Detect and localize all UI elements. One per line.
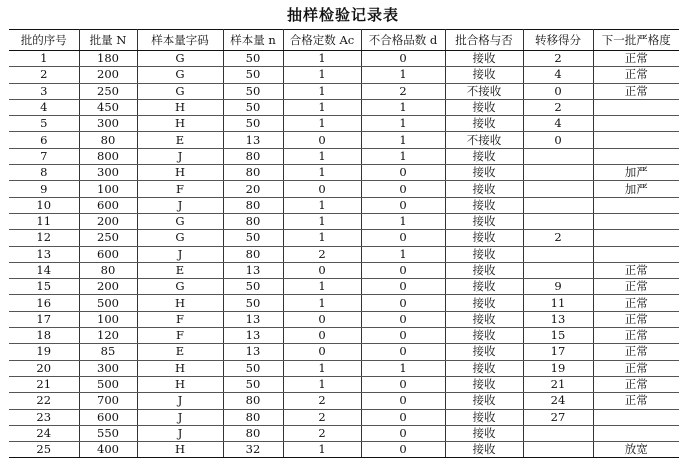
cell-sample-size: 50 xyxy=(223,360,283,376)
sampling-inspection-table xyxy=(9,29,679,458)
cell-sample-size: 13 xyxy=(223,328,283,344)
cell-acceptance-number: 1 xyxy=(283,197,361,213)
cell-lot-acceptance: 接收 xyxy=(445,344,523,360)
cell-next-severity: 放宽 xyxy=(593,442,679,458)
cell-defective-count: 1 xyxy=(361,99,445,115)
cell-sample-size: 80 xyxy=(223,393,283,409)
cell-lot-size: 300 xyxy=(79,165,137,181)
cell-sample-size-code: J xyxy=(137,425,223,441)
cell-lot-size: 600 xyxy=(79,246,137,262)
cell-lot-acceptance: 接收 xyxy=(445,165,523,181)
header-sample-size-code: 样本量字码 xyxy=(137,30,223,51)
cell-switching-score: 11 xyxy=(523,295,593,311)
cell-sample-size: 80 xyxy=(223,246,283,262)
cell-next-severity xyxy=(593,425,679,441)
cell-switching-score: 13 xyxy=(523,311,593,327)
cell-lot-acceptance: 接收 xyxy=(445,311,523,327)
cell-lot-size: 200 xyxy=(79,279,137,295)
cell-lot-size: 600 xyxy=(79,197,137,213)
cell-lot-size: 300 xyxy=(79,116,137,132)
cell-defective-count: 0 xyxy=(361,279,445,295)
table-row xyxy=(9,409,679,425)
cell-defective-count: 0 xyxy=(361,165,445,181)
cell-lot-number: 17 xyxy=(9,311,79,327)
cell-sample-size: 80 xyxy=(223,197,283,213)
cell-lot-size: 85 xyxy=(79,344,137,360)
cell-sample-size-code: G xyxy=(137,230,223,246)
table-row xyxy=(9,360,679,376)
cell-lot-number: 8 xyxy=(9,165,79,181)
cell-defective-count: 2 xyxy=(361,83,445,99)
cell-sample-size: 13 xyxy=(223,311,283,327)
cell-lot-number: 15 xyxy=(9,279,79,295)
cell-acceptance-number: 1 xyxy=(283,148,361,164)
cell-next-severity: 正常 xyxy=(593,328,679,344)
header-sample-size: 样本量 n xyxy=(223,30,283,51)
cell-sample-size-code: F xyxy=(137,311,223,327)
header-row xyxy=(9,30,679,51)
cell-sample-size-code: F xyxy=(137,181,223,197)
cell-defective-count: 1 xyxy=(361,360,445,376)
cell-lot-acceptance: 接收 xyxy=(445,99,523,115)
cell-lot-number: 2 xyxy=(9,67,79,83)
cell-lot-size: 500 xyxy=(79,376,137,392)
cell-lot-acceptance: 接收 xyxy=(445,279,523,295)
cell-sample-size: 13 xyxy=(223,262,283,278)
cell-defective-count: 1 xyxy=(361,132,445,148)
cell-sample-size: 13 xyxy=(223,132,283,148)
cell-switching-score: 2 xyxy=(523,230,593,246)
cell-sample-size-code: G xyxy=(137,213,223,229)
cell-lot-size: 700 xyxy=(79,393,137,409)
cell-lot-acceptance: 接收 xyxy=(445,262,523,278)
cell-lot-number: 5 xyxy=(9,116,79,132)
cell-next-severity xyxy=(593,99,679,115)
cell-acceptance-number: 2 xyxy=(283,393,361,409)
cell-sample-size-code: G xyxy=(137,51,223,67)
cell-sample-size-code: E xyxy=(137,262,223,278)
cell-switching-score: 27 xyxy=(523,409,593,425)
cell-lot-number: 23 xyxy=(9,409,79,425)
cell-lot-size: 80 xyxy=(79,132,137,148)
cell-acceptance-number: 1 xyxy=(283,442,361,458)
cell-defective-count: 0 xyxy=(361,328,445,344)
cell-switching-score: 9 xyxy=(523,279,593,295)
cell-lot-acceptance: 接收 xyxy=(445,213,523,229)
cell-defective-count: 0 xyxy=(361,376,445,392)
cell-switching-score xyxy=(523,442,593,458)
cell-sample-size: 80 xyxy=(223,425,283,441)
table-row xyxy=(9,262,679,278)
cell-lot-size: 500 xyxy=(79,295,137,311)
cell-lot-acceptance: 接收 xyxy=(445,425,523,441)
cell-lot-acceptance: 接收 xyxy=(445,148,523,164)
cell-defective-count: 0 xyxy=(361,344,445,360)
cell-sample-size-code: J xyxy=(137,197,223,213)
cell-lot-number: 7 xyxy=(9,148,79,164)
cell-acceptance-number: 1 xyxy=(283,376,361,392)
table-row xyxy=(9,148,679,164)
cell-switching-score: 21 xyxy=(523,376,593,392)
cell-lot-number: 24 xyxy=(9,425,79,441)
cell-sample-size-code: F xyxy=(137,328,223,344)
cell-lot-size: 800 xyxy=(79,148,137,164)
cell-acceptance-number: 1 xyxy=(283,165,361,181)
cell-next-severity xyxy=(593,116,679,132)
cell-next-severity: 正常 xyxy=(593,376,679,392)
table-row xyxy=(9,246,679,262)
cell-lot-acceptance: 接收 xyxy=(445,67,523,83)
cell-sample-size: 80 xyxy=(223,409,283,425)
cell-defective-count: 1 xyxy=(361,67,445,83)
cell-switching-score: 24 xyxy=(523,393,593,409)
cell-sample-size: 80 xyxy=(223,165,283,181)
cell-switching-score: 2 xyxy=(523,51,593,67)
cell-lot-size: 600 xyxy=(79,409,137,425)
cell-lot-number: 14 xyxy=(9,262,79,278)
cell-next-severity xyxy=(593,132,679,148)
cell-lot-number: 4 xyxy=(9,99,79,115)
cell-next-severity xyxy=(593,230,679,246)
cell-switching-score xyxy=(523,165,593,181)
cell-lot-size: 550 xyxy=(79,425,137,441)
cell-sample-size-code: H xyxy=(137,376,223,392)
table-row xyxy=(9,328,679,344)
table-row xyxy=(9,393,679,409)
cell-lot-number: 10 xyxy=(9,197,79,213)
cell-sample-size-code: J xyxy=(137,246,223,262)
cell-acceptance-number: 0 xyxy=(283,328,361,344)
cell-sample-size-code: H xyxy=(137,165,223,181)
cell-defective-count: 0 xyxy=(361,409,445,425)
cell-sample-size: 32 xyxy=(223,442,283,458)
cell-lot-number: 21 xyxy=(9,376,79,392)
cell-lot-number: 9 xyxy=(9,181,79,197)
cell-lot-acceptance: 接收 xyxy=(445,409,523,425)
table-row xyxy=(9,376,679,392)
cell-lot-size: 250 xyxy=(79,83,137,99)
cell-sample-size-code: H xyxy=(137,295,223,311)
table-row xyxy=(9,442,679,458)
cell-acceptance-number: 0 xyxy=(283,262,361,278)
cell-lot-size: 200 xyxy=(79,213,137,229)
cell-sample-size: 50 xyxy=(223,295,283,311)
cell-switching-score xyxy=(523,246,593,262)
table-row xyxy=(9,279,679,295)
cell-switching-score: 0 xyxy=(523,132,593,148)
cell-sample-size-code: H xyxy=(137,360,223,376)
cell-sample-size-code: E xyxy=(137,132,223,148)
table-row xyxy=(9,197,679,213)
cell-lot-number: 12 xyxy=(9,230,79,246)
cell-defective-count: 1 xyxy=(361,148,445,164)
cell-lot-acceptance: 接收 xyxy=(445,376,523,392)
cell-acceptance-number: 0 xyxy=(283,181,361,197)
cell-lot-size: 80 xyxy=(79,262,137,278)
header-lot-number: 批的序号 xyxy=(9,30,79,51)
cell-switching-score: 4 xyxy=(523,67,593,83)
cell-acceptance-number: 1 xyxy=(283,83,361,99)
header-acceptance-number: 合格定数 Ac xyxy=(283,30,361,51)
cell-switching-score xyxy=(523,181,593,197)
cell-sample-size: 80 xyxy=(223,213,283,229)
cell-lot-number: 25 xyxy=(9,442,79,458)
cell-acceptance-number: 1 xyxy=(283,99,361,115)
table-row xyxy=(9,51,679,67)
cell-next-severity: 正常 xyxy=(593,51,679,67)
header-lot-acceptance: 批合格与否 xyxy=(445,30,523,51)
table-row xyxy=(9,344,679,360)
cell-acceptance-number: 1 xyxy=(283,295,361,311)
cell-defective-count: 0 xyxy=(361,51,445,67)
cell-lot-acceptance: 接收 xyxy=(445,181,523,197)
cell-lot-number: 18 xyxy=(9,328,79,344)
cell-acceptance-number: 2 xyxy=(283,409,361,425)
cell-acceptance-number: 2 xyxy=(283,246,361,262)
cell-lot-size: 450 xyxy=(79,99,137,115)
cell-switching-score xyxy=(523,425,593,441)
cell-switching-score: 17 xyxy=(523,344,593,360)
cell-lot-size: 250 xyxy=(79,230,137,246)
cell-next-severity: 正常 xyxy=(593,262,679,278)
cell-defective-count: 1 xyxy=(361,116,445,132)
cell-sample-size: 50 xyxy=(223,99,283,115)
cell-acceptance-number: 1 xyxy=(283,279,361,295)
cell-lot-number: 19 xyxy=(9,344,79,360)
cell-lot-size: 100 xyxy=(79,311,137,327)
table-row xyxy=(9,311,679,327)
cell-lot-number: 22 xyxy=(9,393,79,409)
table-row xyxy=(9,425,679,441)
cell-next-severity: 正常 xyxy=(593,295,679,311)
cell-lot-acceptance: 接收 xyxy=(445,393,523,409)
table-row xyxy=(9,295,679,311)
cell-lot-number: 1 xyxy=(9,51,79,67)
cell-acceptance-number: 2 xyxy=(283,425,361,441)
cell-acceptance-number: 1 xyxy=(283,213,361,229)
cell-switching-score xyxy=(523,197,593,213)
cell-next-severity: 加严 xyxy=(593,165,679,181)
cell-lot-acceptance: 接收 xyxy=(445,442,523,458)
table-row xyxy=(9,213,679,229)
cell-acceptance-number: 0 xyxy=(283,132,361,148)
cell-acceptance-number: 1 xyxy=(283,360,361,376)
cell-lot-number: 13 xyxy=(9,246,79,262)
cell-next-severity: 正常 xyxy=(593,67,679,83)
cell-lot-acceptance: 不接收 xyxy=(445,83,523,99)
cell-lot-size: 100 xyxy=(79,181,137,197)
cell-lot-size: 400 xyxy=(79,442,137,458)
cell-defective-count: 0 xyxy=(361,230,445,246)
cell-defective-count: 0 xyxy=(361,425,445,441)
table-title: 抽样检验记录表 xyxy=(286,6,399,24)
cell-lot-number: 6 xyxy=(9,132,79,148)
cell-next-severity xyxy=(593,409,679,425)
cell-defective-count: 1 xyxy=(361,213,445,229)
cell-sample-size-code: J xyxy=(137,393,223,409)
cell-lot-size: 120 xyxy=(79,328,137,344)
cell-next-severity: 正常 xyxy=(593,83,679,99)
table-row xyxy=(9,132,679,148)
cell-sample-size: 50 xyxy=(223,376,283,392)
table-row xyxy=(9,230,679,246)
cell-next-severity: 正常 xyxy=(593,311,679,327)
cell-next-severity xyxy=(593,213,679,229)
cell-sample-size-code: H xyxy=(137,442,223,458)
cell-sample-size: 50 xyxy=(223,51,283,67)
cell-switching-score xyxy=(523,262,593,278)
cell-sample-size-code: J xyxy=(137,409,223,425)
header-lot-size: 批量 N xyxy=(79,30,137,51)
cell-acceptance-number: 0 xyxy=(283,311,361,327)
cell-next-severity xyxy=(593,197,679,213)
table-row xyxy=(9,67,679,83)
cell-lot-acceptance: 接收 xyxy=(445,360,523,376)
table-body xyxy=(9,51,679,458)
cell-lot-number: 20 xyxy=(9,360,79,376)
cell-lot-size: 180 xyxy=(79,51,137,67)
cell-next-severity: 正常 xyxy=(593,360,679,376)
cell-switching-score xyxy=(523,148,593,164)
table-row xyxy=(9,165,679,181)
cell-next-severity xyxy=(593,246,679,262)
cell-defective-count: 0 xyxy=(361,197,445,213)
cell-acceptance-number: 1 xyxy=(283,51,361,67)
cell-sample-size-code: G xyxy=(137,67,223,83)
cell-switching-score: 0 xyxy=(523,83,593,99)
cell-lot-acceptance: 接收 xyxy=(445,116,523,132)
header-switching-score: 转移得分 xyxy=(523,30,593,51)
cell-acceptance-number: 1 xyxy=(283,116,361,132)
cell-sample-size: 80 xyxy=(223,148,283,164)
cell-acceptance-number: 1 xyxy=(283,67,361,83)
cell-defective-count: 0 xyxy=(361,393,445,409)
cell-switching-score: 19 xyxy=(523,360,593,376)
cell-sample-size-code: H xyxy=(137,99,223,115)
cell-sample-size: 50 xyxy=(223,279,283,295)
cell-lot-size: 300 xyxy=(79,360,137,376)
cell-sample-size: 50 xyxy=(223,230,283,246)
cell-switching-score: 15 xyxy=(523,328,593,344)
cell-switching-score: 4 xyxy=(523,116,593,132)
cell-switching-score xyxy=(523,213,593,229)
table-row xyxy=(9,83,679,99)
cell-sample-size: 50 xyxy=(223,67,283,83)
cell-acceptance-number: 0 xyxy=(283,344,361,360)
cell-sample-size-code: G xyxy=(137,83,223,99)
cell-sample-size: 50 xyxy=(223,83,283,99)
cell-lot-acceptance: 接收 xyxy=(445,51,523,67)
cell-acceptance-number: 1 xyxy=(283,230,361,246)
cell-defective-count: 0 xyxy=(361,442,445,458)
cell-sample-size: 13 xyxy=(223,344,283,360)
cell-next-severity: 正常 xyxy=(593,393,679,409)
table-row xyxy=(9,181,679,197)
cell-lot-number: 3 xyxy=(9,83,79,99)
header-next-severity: 下一批严格度 xyxy=(593,30,679,51)
header-defective-count: 不合格品数 d xyxy=(361,30,445,51)
cell-defective-count: 0 xyxy=(361,311,445,327)
cell-defective-count: 1 xyxy=(361,246,445,262)
cell-defective-count: 0 xyxy=(361,181,445,197)
cell-switching-score: 2 xyxy=(523,99,593,115)
cell-lot-size: 200 xyxy=(79,67,137,83)
cell-defective-count: 0 xyxy=(361,262,445,278)
cell-sample-size-code: J xyxy=(137,148,223,164)
cell-sample-size-code: H xyxy=(137,116,223,132)
table-row xyxy=(9,116,679,132)
cell-lot-acceptance: 接收 xyxy=(445,197,523,213)
cell-lot-number: 11 xyxy=(9,213,79,229)
cell-lot-acceptance: 不接收 xyxy=(445,132,523,148)
cell-next-severity: 正常 xyxy=(593,344,679,360)
cell-sample-size-code: E xyxy=(137,344,223,360)
cell-sample-size: 20 xyxy=(223,181,283,197)
cell-lot-number: 16 xyxy=(9,295,79,311)
cell-sample-size-code: G xyxy=(137,279,223,295)
cell-sample-size: 50 xyxy=(223,116,283,132)
cell-lot-acceptance: 接收 xyxy=(445,230,523,246)
cell-lot-acceptance: 接收 xyxy=(445,246,523,262)
cell-defective-count: 0 xyxy=(361,295,445,311)
cell-next-severity: 加严 xyxy=(593,181,679,197)
table-row xyxy=(9,99,679,115)
cell-lot-acceptance: 接收 xyxy=(445,295,523,311)
cell-next-severity xyxy=(593,148,679,164)
cell-lot-acceptance: 接收 xyxy=(445,328,523,344)
cell-next-severity: 正常 xyxy=(593,279,679,295)
